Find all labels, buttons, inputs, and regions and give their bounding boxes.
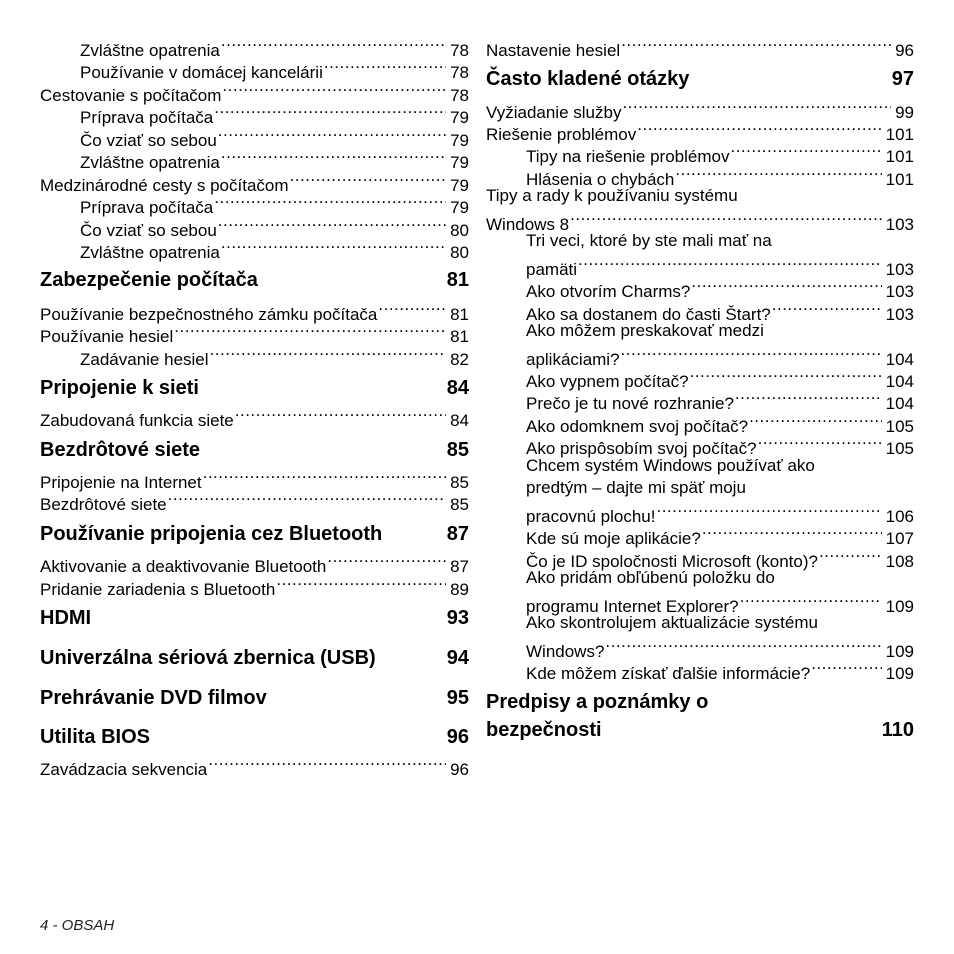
toc-page-number: 109 [885,642,914,661]
toc-section-heading[interactable] [40,686,469,710]
toc-heading-label: Bezdrôtové siete [40,439,201,461]
toc-page-number: 97 [891,68,914,90]
toc-page-number: 82 [450,350,469,369]
toc-page-number: 89 [450,580,469,599]
leader-dots [214,191,446,213]
leader-dots [208,753,446,775]
toc-entry[interactable] [40,488,469,516]
leader-dots [221,34,446,56]
toc-page-number: 103 [885,215,914,234]
toc-entry-label-line: Tri veci, ktoré by ste mali mať na [526,231,772,250]
leader-dots [811,657,881,679]
toc-page-number: 105 [885,439,914,458]
toc-page-number: 81 [450,305,469,324]
leader-dots [772,298,882,320]
leader-dots [819,545,882,567]
toc-page-number: 81 [446,269,469,291]
toc-page-number: 78 [450,86,469,105]
toc-page-number: 105 [885,417,914,436]
toc-page-number: 103 [885,260,914,279]
toc-heading-label: HDMI [40,607,92,629]
page-footer: 4 - OBSAH [40,917,115,934]
toc-heading-label: Pripojenie k sieti [40,377,199,399]
toc-page-number: 79 [450,176,469,195]
toc-page-number: 78 [450,41,469,60]
toc-page-number: 109 [885,664,914,683]
toc-entry-label: Prečo je tu nové rozhranie? [526,394,734,413]
leader-dots [290,169,447,191]
toc-entry-label: programu Internet Explorer? [526,597,739,616]
leader-dots [235,404,446,426]
leader-dots [621,343,882,365]
toc-entry-label: Tipy na riešenie problémov [526,147,730,166]
toc-heading-label: Používanie pripojenia cez Bluetooth [40,523,383,545]
toc-page-number: 96 [895,41,914,60]
toc-entry-label: Čo je ID spoločnosti Microsoft (konto)? [526,552,818,571]
leader-dots [324,56,446,78]
toc-section-heading[interactable] [40,646,469,670]
toc-entry-label: Cestovanie s počítačom [40,86,222,105]
toc-page-number: 108 [885,552,914,571]
toc-entry-label: Vyžiadanie služby [486,103,622,122]
toc-entry-label: Príprava počítača [80,198,214,217]
leader-dots [622,96,891,118]
toc-page-number: 101 [885,125,914,144]
leader-dots [276,573,446,595]
toc-page-number: 94 [446,647,469,669]
toc-heading-label: Utilita BIOS [40,726,151,748]
leader-dots [210,343,447,365]
toc-entry-label: Pripojenie na Internet [40,473,202,492]
toc-page-number: 80 [450,243,469,262]
toc-section-heading[interactable] [40,725,469,749]
toc-entry[interactable] [40,573,469,601]
toc-entry-label: Pridanie zariadenia s Bluetooth [40,580,276,599]
toc-entry[interactable] [80,343,469,371]
toc-heading-label: Univerzálna sériová zbernica (USB) [40,647,376,669]
toc-section-heading[interactable] [40,438,469,462]
toc-entry[interactable] [80,236,469,264]
toc-entry-label: Zvláštne opatrenia [80,243,220,262]
leader-dots [691,275,881,297]
toc-entry-label: Aktivovanie a deaktivovanie Bluetooth [40,557,327,576]
toc-page-number: 101 [885,170,914,189]
toc-entry-label: Používanie v domácej kancelárii [80,63,323,82]
leader-dots [656,500,881,522]
toc-page-number: 96 [446,726,469,748]
toc-entry-label: Zvláštne opatrenia [80,41,220,60]
toc-entry-label: aplikáciami? [526,350,620,369]
toc-entry-label-line: Ako môžem preskakovať medzi [526,321,764,340]
toc-entry-label: Kde môžem získať ďalšie informácie? [526,664,811,683]
toc-heading-label: bezpečnosti [486,719,602,741]
toc-entry-label-line: predtým – dajte mi späť moju [526,478,746,497]
toc-entry[interactable] [486,34,914,62]
toc-heading-label: Často kladené otázky [486,68,690,90]
toc-entry-label: Bezdrôtové siete [40,495,167,514]
toc-entry-label: Ako otvorím Charms? [526,282,691,301]
leader-dots [621,34,891,56]
toc-page-number: 104 [885,350,914,369]
toc-section-heading[interactable] [40,606,469,630]
toc-page-number: 103 [885,282,914,301]
toc-entry-label: pracovnú plochu! [526,507,656,526]
leader-dots [222,79,446,101]
leader-dots [570,208,881,230]
toc-entry-label: Čo vziať so sebou [80,221,217,240]
toc-page-number: 106 [885,507,914,526]
leader-dots [749,410,882,432]
leader-dots [327,550,446,572]
toc-page-number: 104 [885,394,914,413]
leader-dots [203,466,446,488]
toc-entry[interactable] [40,753,469,781]
leader-dots [174,320,446,342]
leader-dots [218,124,446,146]
toc-page-number: 110 [881,719,914,741]
leader-dots [730,140,881,162]
toc-page-number: 80 [450,221,469,240]
toc-page-number: 107 [885,529,914,548]
toc-page-number: 87 [450,557,469,576]
toc-entry-label: Používanie hesiel [40,327,174,346]
leader-dots [675,163,881,185]
toc-heading-label-line: Predpisy a poznámky o [486,691,709,713]
toc-page-number: 93 [446,607,469,629]
toc-page-number: 103 [885,305,914,324]
toc-page-number: 101 [885,147,914,166]
toc-entry-label: Zadávanie hesiel [80,350,209,369]
leader-dots [740,590,882,612]
toc-page-number: 79 [450,131,469,150]
leader-dots [605,635,881,657]
toc-section-heading[interactable] [486,67,914,91]
leader-dots [735,387,882,409]
toc-page-number: 99 [895,103,914,122]
leader-dots [221,236,446,258]
leader-dots [758,432,882,454]
toc-entry-label: Ako sa dostanem do časti Štart? [526,305,771,324]
toc-entry-label: Riešenie problémov [486,125,637,144]
leader-dots [702,522,882,544]
leader-dots [578,253,882,275]
toc-entry-label: Zavádzacia sekvencia [40,760,208,779]
leader-dots [218,214,446,236]
toc-page-number: 109 [885,597,914,616]
toc-section-heading[interactable] [486,718,914,742]
toc-entry-label: Príprava počítača [80,108,214,127]
toc-heading-label: Zabezpečenie počítača [40,269,258,291]
toc-entry-label: Windows 8 [486,215,570,234]
toc-page-number: 79 [450,198,469,217]
toc-entry-label: Zabudovaná funkcia siete [40,411,234,430]
toc-entry-label: Používanie bezpečnostného zámku počítača [40,305,378,324]
toc-entry-label: Ako prispôsobím svoj počítač? [526,439,757,458]
toc-page-number: 79 [450,153,469,172]
toc-page-number: 85 [450,495,469,514]
toc-page-number: 81 [450,327,469,346]
leader-dots [214,101,446,123]
toc-page-number: 104 [885,372,914,391]
toc-section-heading[interactable] [40,268,469,292]
toc-entry-label: Kde sú moje aplikácie? [526,529,701,548]
toc-page-number: 84 [446,377,469,399]
toc-entry-label: Medzinárodné cesty s počítačom [40,176,289,195]
toc-entry-label: Ako vypnem počítač? [526,372,689,391]
toc-section-heading[interactable] [40,522,469,546]
toc-page-number: 78 [450,63,469,82]
toc-page-number: 79 [450,108,469,127]
toc-page-number: 85 [446,439,469,461]
toc-entry[interactable] [526,657,914,685]
toc-page-number: 95 [446,687,469,709]
toc-entry-label: Hlásenia o chybách [526,170,675,189]
leader-dots [637,118,881,140]
toc-entry-label-line: Tipy a rady k používaniu systému [486,186,738,205]
toc-entry-label: Čo vziať so sebou [80,131,217,150]
toc-section-heading[interactable] [40,376,469,400]
toc-entry-label-line: Ako pridám obľúbenú položku do [526,568,775,587]
leader-dots [378,298,446,320]
toc-entry-label-line: Ako skontrolujem aktualizácie systému [526,613,818,632]
toc-page-number: 84 [450,411,469,430]
toc-entry-label: Nastavenie hesiel [486,41,621,60]
leader-dots [168,488,446,510]
toc-heading-label: Prehrávanie DVD filmov [40,687,267,709]
toc-entry-label: Ako odomknem svoj počítač? [526,417,749,436]
toc-entry-label: pamäti [526,260,578,279]
leader-dots [690,365,882,387]
toc-entry-label: Windows? [526,642,605,661]
toc-entry[interactable] [40,404,469,432]
leader-dots [221,146,446,168]
toc-page-number: 96 [450,760,469,779]
toc-entry-label: Zvláštne opatrenia [80,153,220,172]
toc-entry-label-line: Chcem systém Windows používať ako [526,456,815,475]
toc-page-number: 87 [446,523,469,545]
toc-page-number: 85 [450,473,469,492]
